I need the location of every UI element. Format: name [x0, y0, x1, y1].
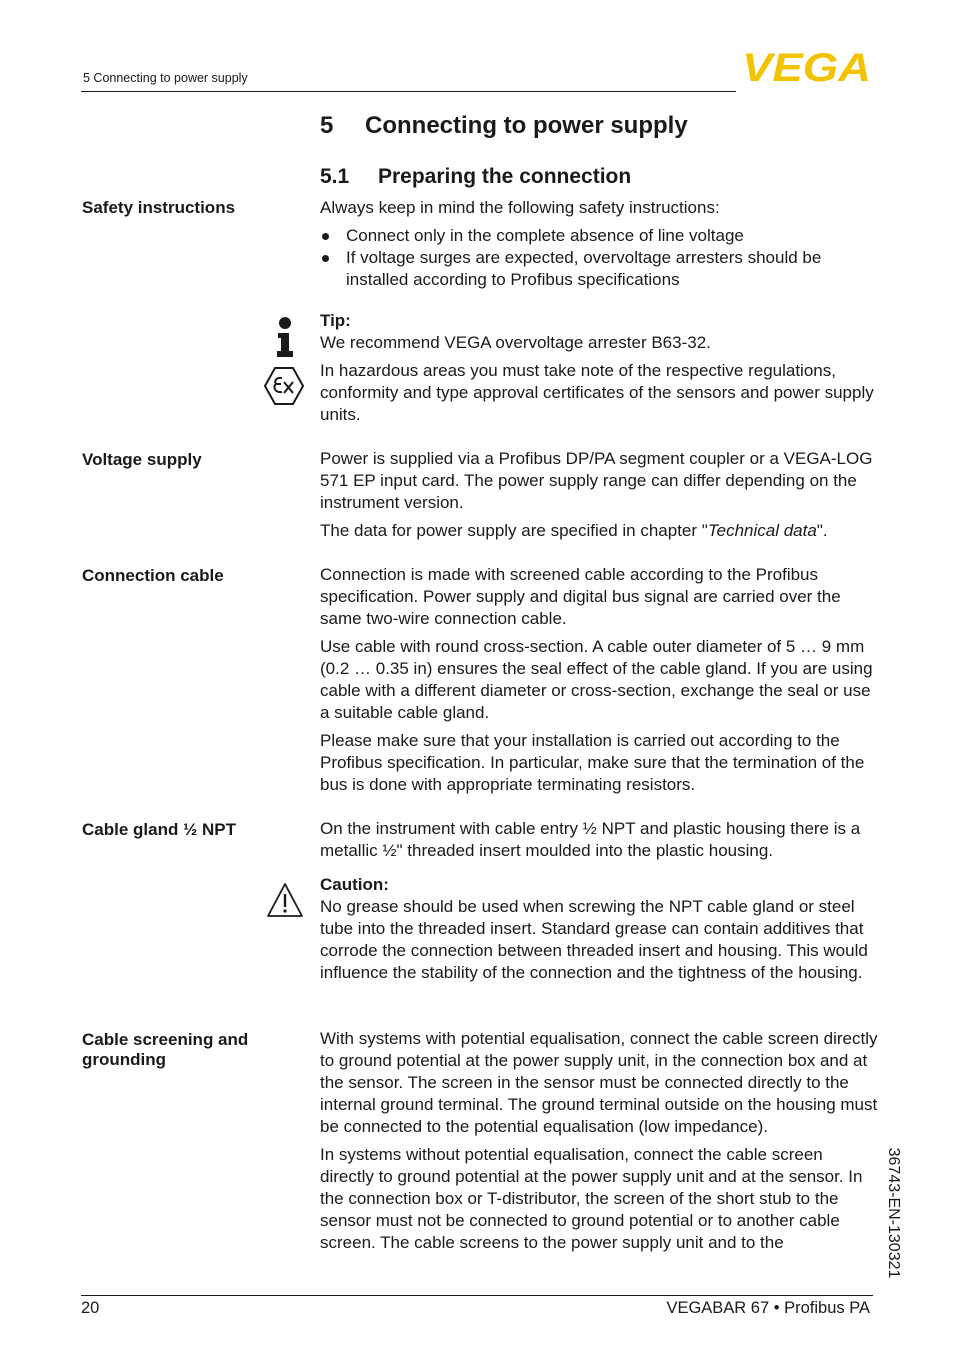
warning-icon: [266, 882, 304, 918]
list-item: [320, 247, 880, 291]
safety-bullet-list: [320, 225, 880, 291]
page-number: 20: [81, 1299, 100, 1317]
info-icon: [274, 316, 296, 358]
footer-rule: [81, 1295, 873, 1296]
bullet-icon: [322, 255, 329, 262]
tip-text: We recommend VEGA overvoltage arrester B63-32.: [320, 333, 711, 352]
voltage-p2-before: The data for power supply are specified in chapter ": [320, 521, 708, 540]
safety-intro: Always keep in mind the following safety instructions:: [320, 198, 720, 217]
bullet-icon: [322, 233, 329, 240]
section-number: 5.1: [320, 165, 350, 188]
caution-text: No grease should be used when screwing the NPT cable gland or steel tube into the threaded insert. Standard grease can contain additives that corrode the connection between threaded insert and housing. This would influence the stability of the connection and the tightness of the housing.: [320, 897, 868, 982]
running-header: 5 Connecting to power supply: [83, 71, 248, 85]
screening-p2: In systems without potential equalisation, connect the cable screen directly to ground potential at the power supply unit and at the sensor. In the connection box or T-distributor, the screen of the short stub to the sensor must not be connected to ground potential or to another cable screen. The cable screens to the power supply unit and to the: [320, 1145, 863, 1252]
section-title: Preparing the connection: [378, 165, 632, 188]
voltage-label: Voltage supply: [82, 450, 202, 469]
cable-p2: Use cable with round cross-section. A cable outer diameter of 5 … 9 mm (0.2 … 0.35 in) ensures the seal effect of the cable gland. If you are using cable with a different diameter or cross-section, exchange the seal or use a suitable cable gland.: [320, 637, 873, 722]
section-heading: [320, 165, 631, 189]
voltage-p2: [320, 520, 880, 542]
voltage-p1: Power is supplied via a Profibus DP/PA segment coupler or a VEGA-LOG 571 EP input card. The power supply range can differ depending on the instrument version.: [320, 449, 873, 512]
ex-hazard-icon: [263, 366, 305, 406]
footer-product: VEGABAR 67 • Profibus PA: [666, 1299, 870, 1317]
technical-data-ref: Technical data: [707, 521, 817, 540]
list-item: [320, 225, 880, 247]
voltage-text: [320, 448, 880, 542]
gland-text: On the instrument with cable entry ½ NPT and plastic housing there is a metallic ½" threaded insert moulded into the plastic housing.: [320, 819, 861, 860]
document-number: 36743-EN-130321: [885, 1147, 902, 1279]
safety-label: Safety instructions: [82, 198, 236, 217]
screening-p1: With systems with potential equalisation, connect the cable screen directly to ground potential at the power supply unit, in the connection box and at the sensor. The screen in the sensor must be connected directly to the internal ground terminal. The ground terminal outside on the housing must be connected to the potential equalisation (low impedance).: [320, 1029, 878, 1136]
cable-p3: Please make sure that your installation is carried out according to the Profibus specification. In particular, make sure that the termination of the bus is done with appropriate terminating resistors.: [320, 731, 865, 794]
tip-title: Tip:: [320, 311, 351, 330]
chapter-title: Connecting to power supply: [365, 112, 688, 139]
cable-label: Connection cable: [82, 566, 224, 585]
chapter-heading: [320, 112, 688, 140]
vega-logo-text: VEGA: [742, 50, 871, 84]
caution-title: Caution:: [320, 875, 389, 894]
ex-note: In hazardous areas you must take note of the respective regulations, conformity and type approval certificates of the sensors and power supply units.: [320, 361, 874, 424]
chapter-number: 5: [320, 112, 334, 139]
list-item-text: Connect only in the complete absence of line voltage: [346, 226, 744, 245]
cable-p1: Connection is made with screened cable according to the Profibus specification. Power supply and digital bus signal are carried over the same two-wire connection cable.: [320, 565, 841, 628]
cable-text: [320, 564, 880, 796]
gland-label: Cable gland ½ NPT: [82, 820, 236, 839]
screening-label: Cable screening and grounding: [82, 1030, 249, 1069]
tip-block: [320, 310, 880, 354]
screening-text: [320, 1028, 880, 1254]
header-rule: [81, 91, 736, 92]
caution-block: [320, 874, 880, 984]
voltage-p2-after: ".: [816, 521, 828, 540]
list-item-text: If voltage surges are expected, overvoltage arresters should be installed according to Profibus specifications: [346, 248, 822, 289]
vega-logo: [741, 50, 872, 84]
